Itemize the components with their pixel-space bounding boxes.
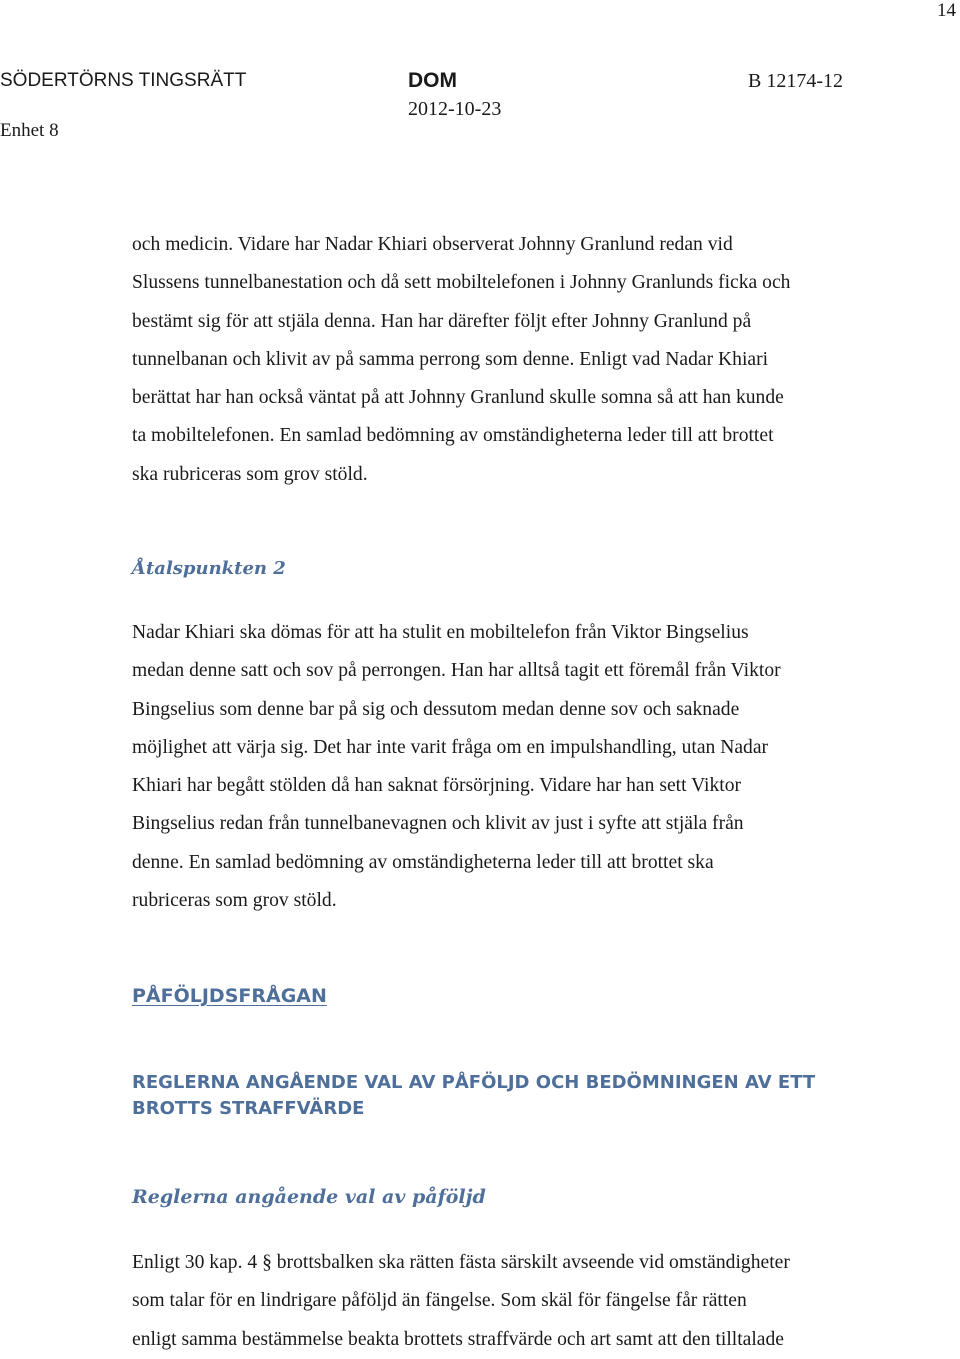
text-line: och medicin. Vidare har Nadar Khiari observerat Johnny Granlund redan vid: [132, 234, 733, 255]
paragraph-3: [132, 1244, 892, 1359]
page-number: 14: [937, 0, 956, 21]
text-line: Nadar Khiari ska dömas för att ha stulit en mobiltelefon från Viktor Bingselius: [132, 622, 749, 643]
text-line: denne. En samlad bedömning av omständigheterna leder till att brottet ska: [132, 851, 714, 873]
text-line: enligt samma bestämmelse beakta brottets straffvärde och art samt att den tilltalade: [132, 1328, 784, 1350]
heading-pafoljdsfragan: PÅFÖLJDSFRÅGAN: [132, 985, 327, 1007]
text-line: tunnelbanan och klivit av på samma perrong som denne. Enligt vad Nadar Khiari: [132, 348, 769, 370]
text-line: Khiari har begått stölden då han saknat försörjning. Vidare har han sett Viktor: [132, 775, 742, 797]
text-line: Bingselius redan från tunnelbanevagnen och klivit av just i syfte att stjäla från: [132, 813, 744, 835]
text-line: bestämt sig för att stjäla denna. Han har därefter följt efter Johnny Granlund på: [132, 310, 752, 332]
text-line: rubriceras som grov stöld.: [132, 890, 337, 912]
text-line: som talar för en lindrigare påföljd än fängelse. Som skäl för fängelse får rätten: [132, 1290, 747, 1312]
document-type: DOM: [408, 69, 457, 92]
text-line: ta mobiltelefonen. En samlad bedömning av omständigheterna leder till att brottet: [132, 425, 774, 447]
heading-atalspunkten-2: Åtalspunkten 2: [132, 558, 286, 579]
paragraph-2: [132, 614, 892, 920]
heading-reglerna: [132, 1070, 892, 1122]
unit-name: Enhet 8: [0, 120, 59, 141]
text-line: möjlighet att värja sig. Det har inte varit fråga om en impulshandling, utan Nadar: [132, 736, 769, 758]
text-line: Bingselius som denne bar på sig och dessutom medan denne sov och saknade: [132, 698, 740, 720]
text-line: ska rubriceras som grov stöld.: [132, 463, 368, 485]
document-date: 2012-10-23: [408, 98, 502, 120]
heading-val-av-pafoljd: Reglerna angående val av påföljd: [132, 1186, 486, 1208]
paragraph-1: [132, 226, 892, 494]
text-line: berättat har han också väntat på att Johnny Granlund skulle somna så att han kunde: [132, 387, 784, 409]
court-name: SÖDERTÖRNS TINGSRÄTT: [0, 70, 247, 91]
case-number: B 12174-12: [748, 70, 843, 92]
text-line: medan denne satt och sov på perrongen. Han har alltså tagit ett föremål från Viktor: [132, 660, 781, 682]
text-line: Slussens tunnelbanestation och då sett mobiltelefonen i Johnny Granlunds ficka och: [132, 272, 791, 294]
heading-line: BROTTS STRAFFVÄRDE: [132, 1098, 365, 1119]
heading-line: REGLERNA ANGÅENDE VAL AV PÅFÖLJD OCH BEDÖMNINGEN AV ETT: [132, 1072, 816, 1093]
text-line: Enligt 30 kap. 4 § brottsbalken ska rätten fästa särskilt avseende vid omständigheter: [132, 1252, 790, 1273]
